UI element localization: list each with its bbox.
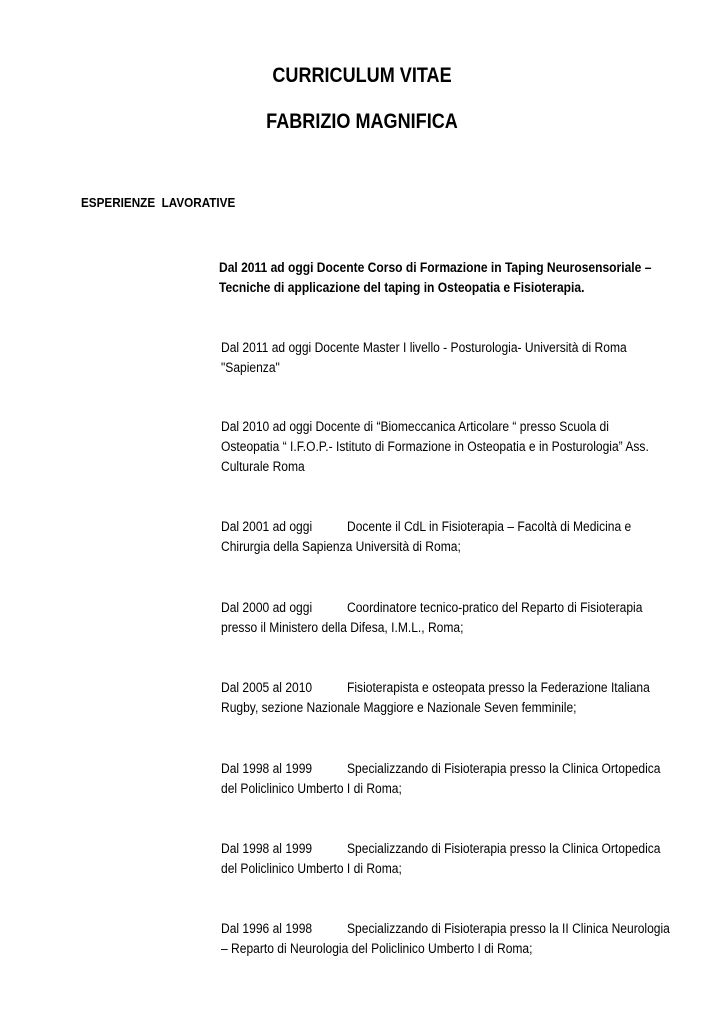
entry-line: Culturale Roma bbox=[221, 459, 305, 474]
entry-line: Tecniche di applicazione del taping in Osteopatia e Fisioterapia. bbox=[219, 280, 585, 295]
experience-entry bbox=[221, 759, 661, 799]
entry-date: Dal 1998 al 1999 bbox=[221, 761, 313, 776]
experience-entry bbox=[221, 417, 649, 477]
document-title: CURRICULUM VITAE bbox=[272, 64, 452, 87]
experience-entry bbox=[221, 517, 635, 557]
entry-date: Dal 1996 al 1998 bbox=[221, 921, 313, 936]
entry-description: Specializzando di Fisioterapia presso la II Clinica Neurologia bbox=[347, 921, 670, 936]
entry-description: Specializzando di Fisioterapia presso la Clinica Ortopedica bbox=[347, 761, 661, 776]
entry-description: Fisioterapista e osteopata presso la Federazione Italiana bbox=[347, 680, 650, 695]
entry-description: Docente il CdL in Fisioterapia – Facoltà di Medicina e bbox=[347, 519, 632, 534]
entry-line: "Sapienza" bbox=[221, 360, 280, 375]
experience-entry bbox=[221, 598, 643, 638]
entry-description-continued: del Policlinico Umberto I di Roma; bbox=[221, 861, 402, 876]
entry-line: Dal 2010 ad oggi Docente di “Biomeccanica Articolare “ presso Scuola di bbox=[221, 419, 609, 434]
entry-description: Coordinatore tecnico-pratico del Reparto di Fisioterapia bbox=[347, 600, 643, 615]
entry-date: Dal 2005 al 2010 bbox=[221, 680, 313, 695]
experience-entry bbox=[221, 919, 670, 959]
entry-description-continued: presso il Ministero della Difesa, I.M.L., Roma; bbox=[221, 620, 464, 635]
experience-entry bbox=[221, 678, 650, 718]
entry-description-continued: Rugby, sezione Nazionale Maggiore e Nazionale Seven femminile; bbox=[221, 700, 577, 715]
entry-description-continued: del Policlinico Umberto I di Roma; bbox=[221, 781, 402, 796]
entry-description-continued: – Reparto di Neurologia del Policlinico Umberto I di Roma; bbox=[221, 941, 533, 956]
experience-entry bbox=[219, 258, 652, 298]
entry-date: Dal 1998 al 1999 bbox=[221, 841, 313, 856]
entry-line: Dal 2011 ad oggi Docente Corso di Formazione in Taping Neurosensoriale – bbox=[219, 260, 652, 275]
experience-entry bbox=[221, 839, 661, 879]
person-name: FABRIZIO MAGNIFICA bbox=[266, 110, 458, 133]
entry-line: Dal 2011 ad oggi Docente Master I livello - Posturologia- Università di Roma bbox=[221, 340, 627, 355]
entry-description-continued: Chirurgia della Sapienza Università di Roma; bbox=[221, 539, 461, 554]
entry-line: Osteopatia “ I.F.O.P.- Istituto di Formazione in Osteopatia e in Posturologia” Ass. bbox=[221, 439, 649, 454]
experience-entry bbox=[221, 338, 635, 378]
entry-description: Specializzando di Fisioterapia presso la Clinica Ortopedica bbox=[347, 841, 661, 856]
section-heading-work-experience: ESPERIENZE LAVORATIVE bbox=[81, 195, 236, 210]
entry-date: Dal 2001 ad oggi bbox=[221, 519, 313, 534]
entry-date: Dal 2000 ad oggi bbox=[221, 600, 313, 615]
